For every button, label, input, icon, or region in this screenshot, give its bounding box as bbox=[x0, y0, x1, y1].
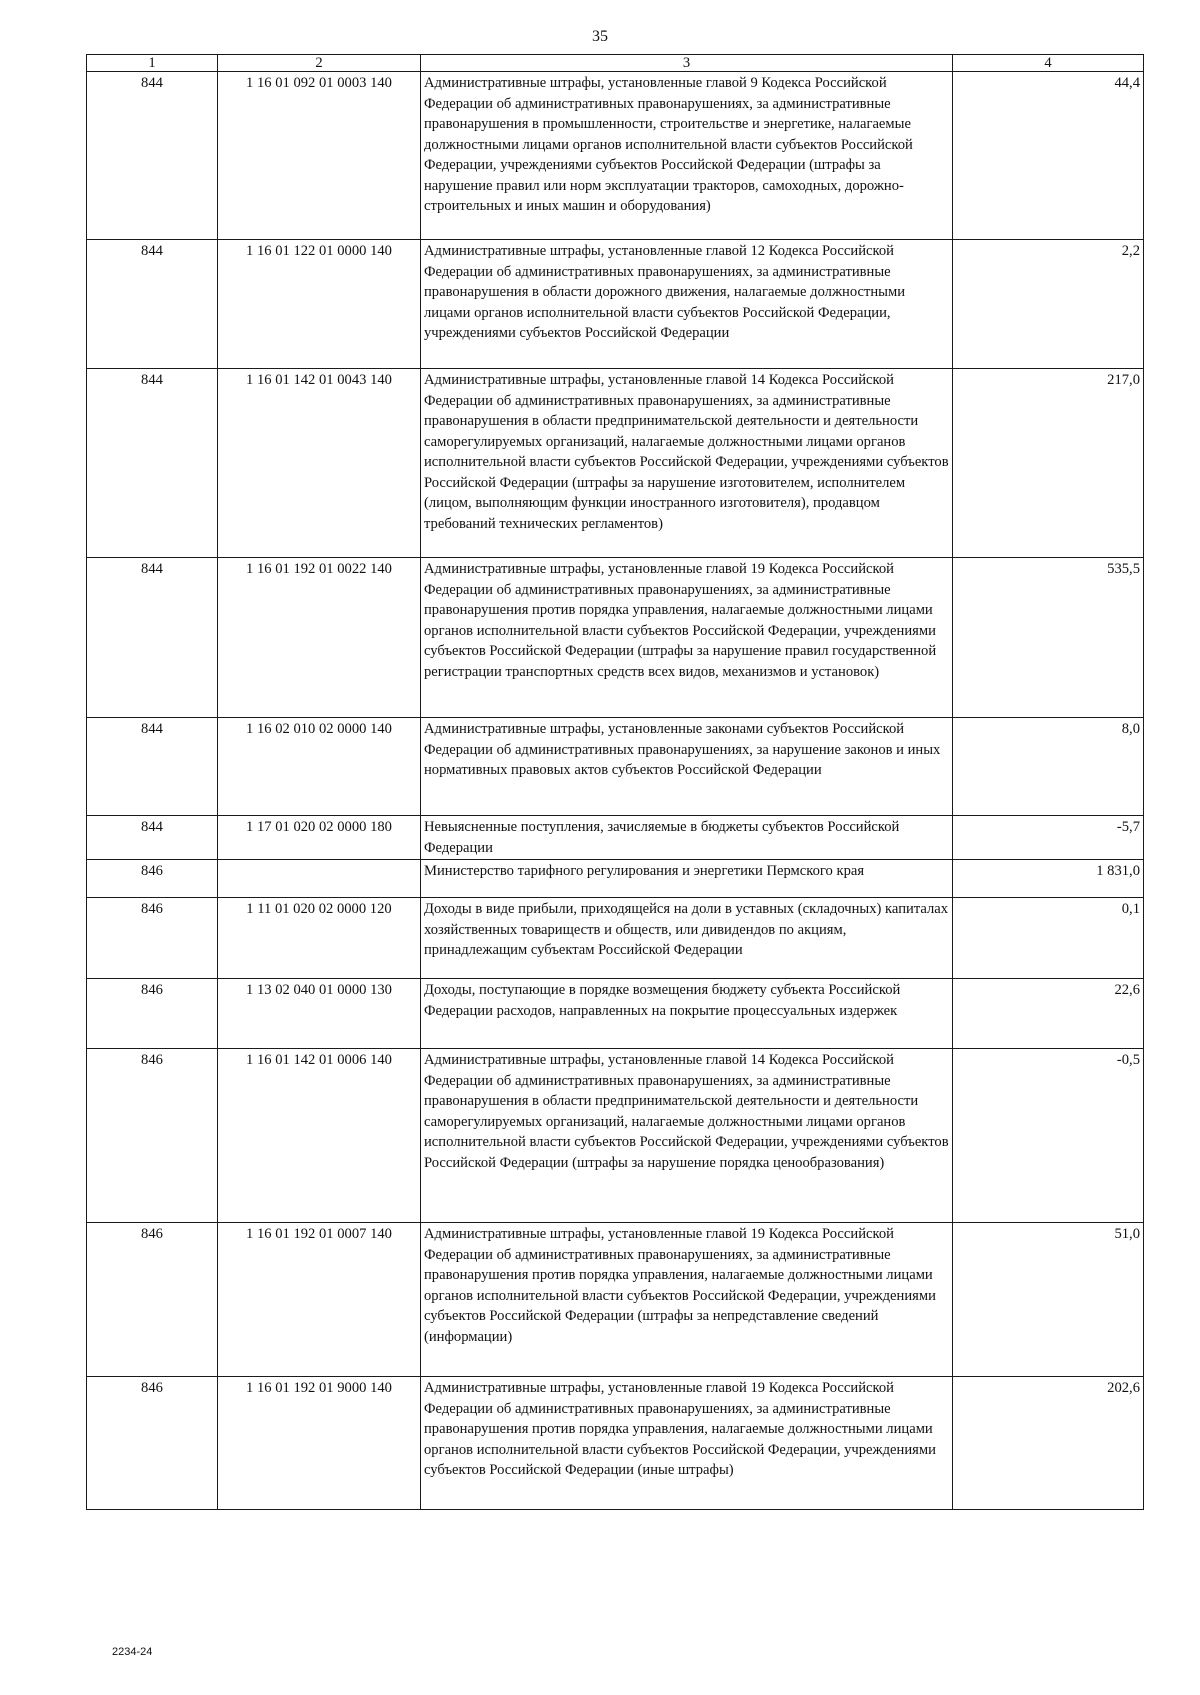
agency-cell: 844 bbox=[87, 816, 218, 860]
table-row bbox=[87, 898, 1144, 979]
table-row bbox=[87, 816, 1144, 860]
agency-cell: 846 bbox=[87, 979, 218, 1049]
agency-cell: 846 bbox=[87, 860, 218, 898]
table-header-row bbox=[87, 55, 1144, 72]
amount-cell: 2,2 bbox=[953, 240, 1144, 369]
agency-cell: 844 bbox=[87, 72, 218, 240]
amount-cell: 535,5 bbox=[953, 558, 1144, 718]
description-cell: Административные штрафы, установленные главой 14 Кодекса Российской Федерации об административных правонарушениях, за административные правонарушения в области предпринимательской деятельности и деятельности саморегулируемых организаций, налагаемые должностными лицами органов исполнительной власти субъектов Российской Федерации, учреждениями субъектов Российской Федерации (штрафы за нарушение порядка ценообразования) bbox=[421, 1049, 953, 1223]
agency-cell: 844 bbox=[87, 240, 218, 369]
description-cell: Административные штрафы, установленные законами субъектов Российской Федерации об административных правонарушениях, за нарушение законов и иных нормативных правовых актов субъектов Российской Федерации bbox=[421, 718, 953, 816]
code-cell: 1 16 01 192 01 0007 140 bbox=[218, 1223, 421, 1377]
column-header-agency: 1 bbox=[87, 55, 218, 72]
column-header-description: 3 bbox=[421, 55, 953, 72]
table-row bbox=[87, 979, 1144, 1049]
code-cell: 1 16 01 192 01 9000 140 bbox=[218, 1377, 421, 1510]
code-cell: 1 16 01 092 01 0003 140 bbox=[218, 72, 421, 240]
table-row bbox=[87, 718, 1144, 816]
agency-cell: 846 bbox=[87, 1223, 218, 1377]
amount-cell: 0,1 bbox=[953, 898, 1144, 979]
page-number: 35 bbox=[592, 28, 608, 45]
description-cell: Административные штрафы, установленные главой 19 Кодекса Российской Федерации об административных правонарушениях, за административные правонарушения против порядка управления, налагаемые должностными лицами органов исполнительной власти субъектов Российской Федерации, учреждениями субъектов Российской Федерации (иные штрафы) bbox=[421, 1377, 953, 1510]
code-cell: 1 16 01 122 01 0000 140 bbox=[218, 240, 421, 369]
code-cell: 1 13 02 040 01 0000 130 bbox=[218, 979, 421, 1049]
agency-cell: 846 bbox=[87, 1049, 218, 1223]
table-row bbox=[87, 369, 1144, 558]
description-cell: Административные штрафы, установленные главой 9 Кодекса Российской Федерации об административных правонарушениях, за административные правонарушения в промышленности, строительстве и энергетике, налагаемые должностными лицами органов исполнительной власти субъектов Российской Федерации, учреждениями субъектов Российской Федерации (штрафы за нарушение правил или норм эксплуатации тракторов, самоходных, дорожно-строительных и иных машин и оборудования) bbox=[421, 72, 953, 240]
agency-cell: 844 bbox=[87, 558, 218, 718]
description-cell: Министерство тарифного регулирования и энергетики Пермского края bbox=[421, 860, 953, 898]
description-cell: Административные штрафы, установленные главой 12 Кодекса Российской Федерации об административных правонарушениях, за административные правонарушения в области дорожного движения, налагаемые должностными лицами органов исполнительной власти субъектов Российской Федерации, учреждениями субъектов Российской Федерации bbox=[421, 240, 953, 369]
code-cell: 1 16 01 142 01 0043 140 bbox=[218, 369, 421, 558]
description-cell: Административные штрафы, установленные главой 14 Кодекса Российской Федерации об административных правонарушениях, за административные правонарушения в области предпринимательской деятельности и деятельности саморегулируемых организаций, налагаемые должностными лицами органов исполнительной власти субъектов Российской Федерации, учреждениями субъектов Российской Федерации (штрафы за нарушение изготовителем, исполнителем (лицом, выполняющим функции иностранного изготовителя), продавцом требований технических регламентов) bbox=[421, 369, 953, 558]
amount-cell: 8,0 bbox=[953, 718, 1144, 816]
document-code: 2234-24 bbox=[112, 1646, 153, 1658]
agency-cell: 846 bbox=[87, 1377, 218, 1510]
amount-cell: 202,6 bbox=[953, 1377, 1144, 1510]
amount-cell: -0,5 bbox=[953, 1049, 1144, 1223]
table-row bbox=[87, 1377, 1144, 1510]
code-cell: 1 16 02 010 02 0000 140 bbox=[218, 718, 421, 816]
table-row bbox=[87, 240, 1144, 369]
description-cell: Доходы, поступающие в порядке возмещения бюджету субъекта Российской Федерации расходов, направленных на покрытие процессуальных издержек bbox=[421, 979, 953, 1049]
amount-cell: 44,4 bbox=[953, 72, 1144, 240]
amount-cell: 51,0 bbox=[953, 1223, 1144, 1377]
table-row bbox=[87, 558, 1144, 718]
description-cell: Административные штрафы, установленные главой 19 Кодекса Российской Федерации об административных правонарушениях, за административные правонарушения против порядка управления, налагаемые должностными лицами органов исполнительной власти субъектов Российской Федерации, учреждениями субъектов Российской Федерации (штрафы за нарушение правил государственной регистрации транспортных средств всех видов, механизмов и установок) bbox=[421, 558, 953, 718]
column-header-amount: 4 bbox=[953, 55, 1144, 72]
revenue-table bbox=[86, 54, 1144, 1510]
table-row bbox=[87, 72, 1144, 240]
column-header-code: 2 bbox=[218, 55, 421, 72]
agency-cell: 846 bbox=[87, 898, 218, 979]
table-row bbox=[87, 1223, 1144, 1377]
amount-cell: 217,0 bbox=[953, 369, 1144, 558]
amount-cell: 22,6 bbox=[953, 979, 1144, 1049]
amount-cell: 1 831,0 bbox=[953, 860, 1144, 898]
table-row bbox=[87, 1049, 1144, 1223]
description-cell: Невыясненные поступления, зачисляемые в бюджеты субъектов Российской Федерации bbox=[421, 816, 953, 860]
code-cell: 1 16 01 192 01 0022 140 bbox=[218, 558, 421, 718]
description-cell: Административные штрафы, установленные главой 19 Кодекса Российской Федерации об административных правонарушениях, за административные правонарушения против порядка управления, налагаемые должностными лицами органов исполнительной власти субъектов Российской Федерации, учреждениями субъектов Российской Федерации (штрафы за непредставление сведений (информации) bbox=[421, 1223, 953, 1377]
code-cell: 1 17 01 020 02 0000 180 bbox=[218, 816, 421, 860]
code-cell bbox=[218, 860, 421, 898]
code-cell: 1 11 01 020 02 0000 120 bbox=[218, 898, 421, 979]
amount-cell: -5,7 bbox=[953, 816, 1144, 860]
description-cell: Доходы в виде прибыли, приходящейся на доли в уставных (складочных) капиталах хозяйственных товариществ и обществ, или дивидендов по акциям, принадлежащим субъектам Российской Федерации bbox=[421, 898, 953, 979]
table-row bbox=[87, 860, 1144, 898]
agency-cell: 844 bbox=[87, 369, 218, 558]
code-cell: 1 16 01 142 01 0006 140 bbox=[218, 1049, 421, 1223]
agency-cell: 844 bbox=[87, 718, 218, 816]
